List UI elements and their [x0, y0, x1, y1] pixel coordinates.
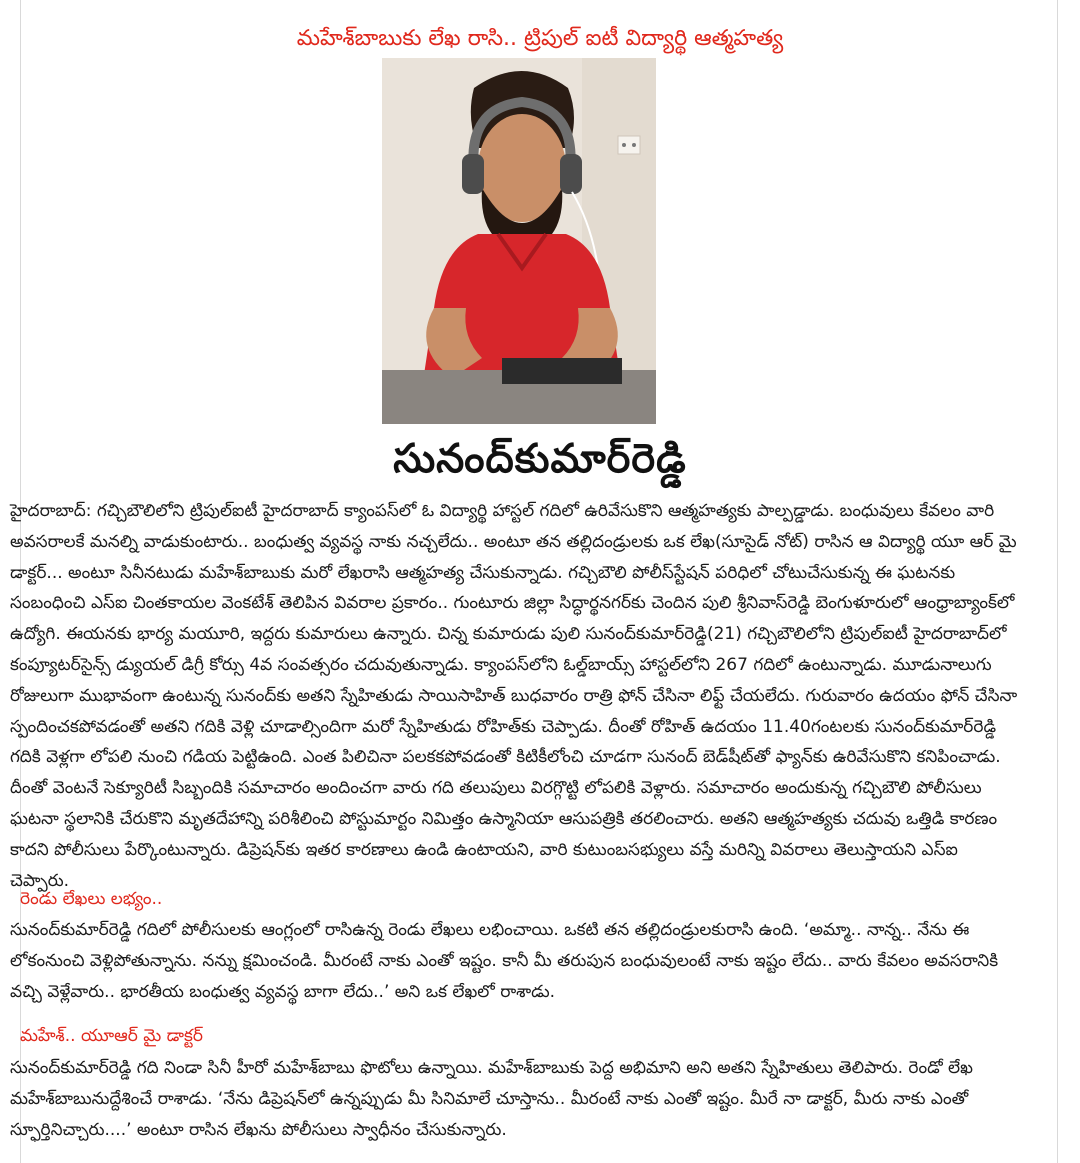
subheading-two-letters: రెండు లేఖలు లభ్యం..	[20, 889, 163, 909]
article-headline: మహేశ్‌బాబుకు లేఖ రాసి.. ట్రిపుల్ ఐటీ విద్యార్థి ఆత్మహత్య	[296, 26, 784, 51]
article-paragraph-1: హైదరాబాద్: గచ్చిబౌలిలోని ట్రిపుల్‌ఐటీ హైదరాబాద్ క్యాంపస్‌లో ఓ విద్యార్థి హాస్టల్ గదిలో ఉరివేసుకొని ఆత్మహత్యకు పాల్పడ్డాడు. బంధువులు కేవలం వారి అవసరాలకే మనల్ని వాడుకుంటారు.. బంధుత్వ వ్యవస్థ నాకు నచ్చలేదు.. అంటూ తన తల్లిదండ్రులకు ఒక లేఖ(సూసైడ్ నోట్) రాసిన ఆ విద్యార్థి యూ ఆర్ మై డాక్టర్... అంటూ సినీనటుడు మహేశ్‌బాబుకు మరో లేఖరాసి ఆత్మహత్య చేసుకున్నాడు. గచ్చిబౌలి పోలీస్‌స్టేషన్ పరిధిలో చోటుచేసుకున్న ఈ ఘటనకు సంబంధించి ఎస్‌ఐ చింతకాయల వెంకటేశ్ తెలిపిన వివరాల ప్రకారం.. గుంటూరు జిల్లా సిద్ధార్థనగర్‌కు చెందిన పులి శ్రీనివాస్‌రెడ్డి బెంగుళూరులో ఆంధ్రాబ్యాంక్‌లో ఉద్యోగి. ఈయనకు భార్య మయూరి, ఇద్దరు కుమారులు ఉన్నారు. చిన్న కుమారుడు పులి సునంద్‌కుమార్‌రెడ్డి(21) గచ్చిబౌలిలోని ట్రిపుల్‌ఐటీ హైదరాబాద్‌లో కంప్యూటర్‌సైన్స్ డ్యుయల్ డిగ్రీ కోర్సు 4వ సంవత్సరం చదువుతున్నాడు. క్యాంపస్‌లోని ఓల్డ్‌బాయ్స్ హాస్టల్‌లోని 267 గదిలో ఉంటున్నాడు. మూడునాలుగు రోజులుగా ముభావంగా ఉంటున్న సునంద్‌కు అతని స్నేహితుడు సాయిసాహిత్ బుధవారం రాత్రి ఫోన్ చేసినా లిఫ్ట్ చేయలేదు. గురువారం ఉదయం ఫోన్ చేసినా స్పందించకపోవడంతో అతని గదికి వెళ్లి చూడాల్సిందిగా మరో స్నేహితుడు రోహిత్‌కు చెప్పాడు. దీంతో రోహిత్ ఉదయం 11.40గంటలకు సునంద్‌కుమార్‌రెడ్డి గదికి వెళ్లగా లోపలి నుంచి గడియ పెట్టిఉంది. ఎంత పిలిచినా పలకకపోవడంతో కిటికీలోంచి చూడగా సునంద్ బెడ్‌షీట్‌తో ఫ్యాన్‌కు ఉరివేసుకొని కనిపించాడు. దీంతో వెంటనే సెక్యూరిటీ సిబ్బందికి సమాచారం అందించగా వారు గది తలుపులు విరగ్గొట్టి లోపలికి వెళ్లారు. సమాచారం అందుకున్న గచ్చిబౌలి పోలీసులు ఘటనా స్థలానికి చేరుకొని మృతదేహాన్ని పరిశీలించి పోస్టుమార్టం నిమిత్తం ఉస్మానియా ఆసుపత్రికి తరలించారు. అతని ఆత్మహత్యకు చదువు ఒత్తిడి కారణం కాదని పోలీసులు పేర్కొంటున్నారు. డిప్రెషన్‌కు ఇతర కారణాలు ఉండి ఉంటాయని, వారి కుటుంబసభ్యులు వస్తే మరిన్ని వివరాలు తెలుస్తాయని ఎస్‌ఐ చెప్పారు.	[10, 501, 1018, 891]
student-photo-illustration	[382, 58, 656, 424]
student-photo	[382, 58, 656, 424]
article-paragraph-2: సునంద్‌కుమార్‌రెడ్డి గదిలో పోలీసులకు ఆంగ్లంలో రాసిఉన్న రెండు లేఖలు లభించాయి. ఒకటి తన తల్లిదండ్రులకురాసి ఉంది. ‘అమ్మా.. నాన్న.. నేను ఈ లోకంనుంచి వెళ్లిపోతున్నాను. నన్ను క్షమించండి. మీరంటే నాకు ఎంతో ఇష్టం. కానీ మీ తరుపున బంధువులంటే నాకు ఇష్టం లేదు.. వారు కేవలం అవసరానికి వచ్చి వెళ్లేవారు.. భారతీయ బంధుత్వ వ్యవస్థ బాగా లేదు..’ అని ఒక లేఖలో రాశాడు.	[10, 920, 999, 1002]
article-paragraph-3: సునంద్‌కుమార్‌రెడ్డి గది నిండా సినీ హీరో మహేశ్‌బాబు ఫొటోలు ఉన్నాయి. మహేశ్‌బాబుకు పెద్ద అభిమాని అని అతని స్నేహితులు తెలిపారు. రెండో లేఖ మహేశ్‌బాబునుద్దేశించే రాశాడు. ‘నేను డిప్రెషన్‌లో ఉన్నప్పుడు మీ సినిమాలే చూస్తాను.. మీరంటే నాకు ఎంతో ఇష్టం. మీరే నా డాక్టర్, మీరు నాకు ఎంతో స్ఫూర్తినిచ్చారు....’ అంటూ రాసిన లేఖను పోలీసులు స్వాధీనం చేసుకున్నారు.	[10, 1058, 973, 1140]
photo-caption: సునంద్‌కుమార్‌రెడ్డి	[393, 436, 687, 482]
subheading-mahesh-doctor: మహేశ్.. యూఆర్ మై డాక్టర్	[20, 1026, 204, 1046]
